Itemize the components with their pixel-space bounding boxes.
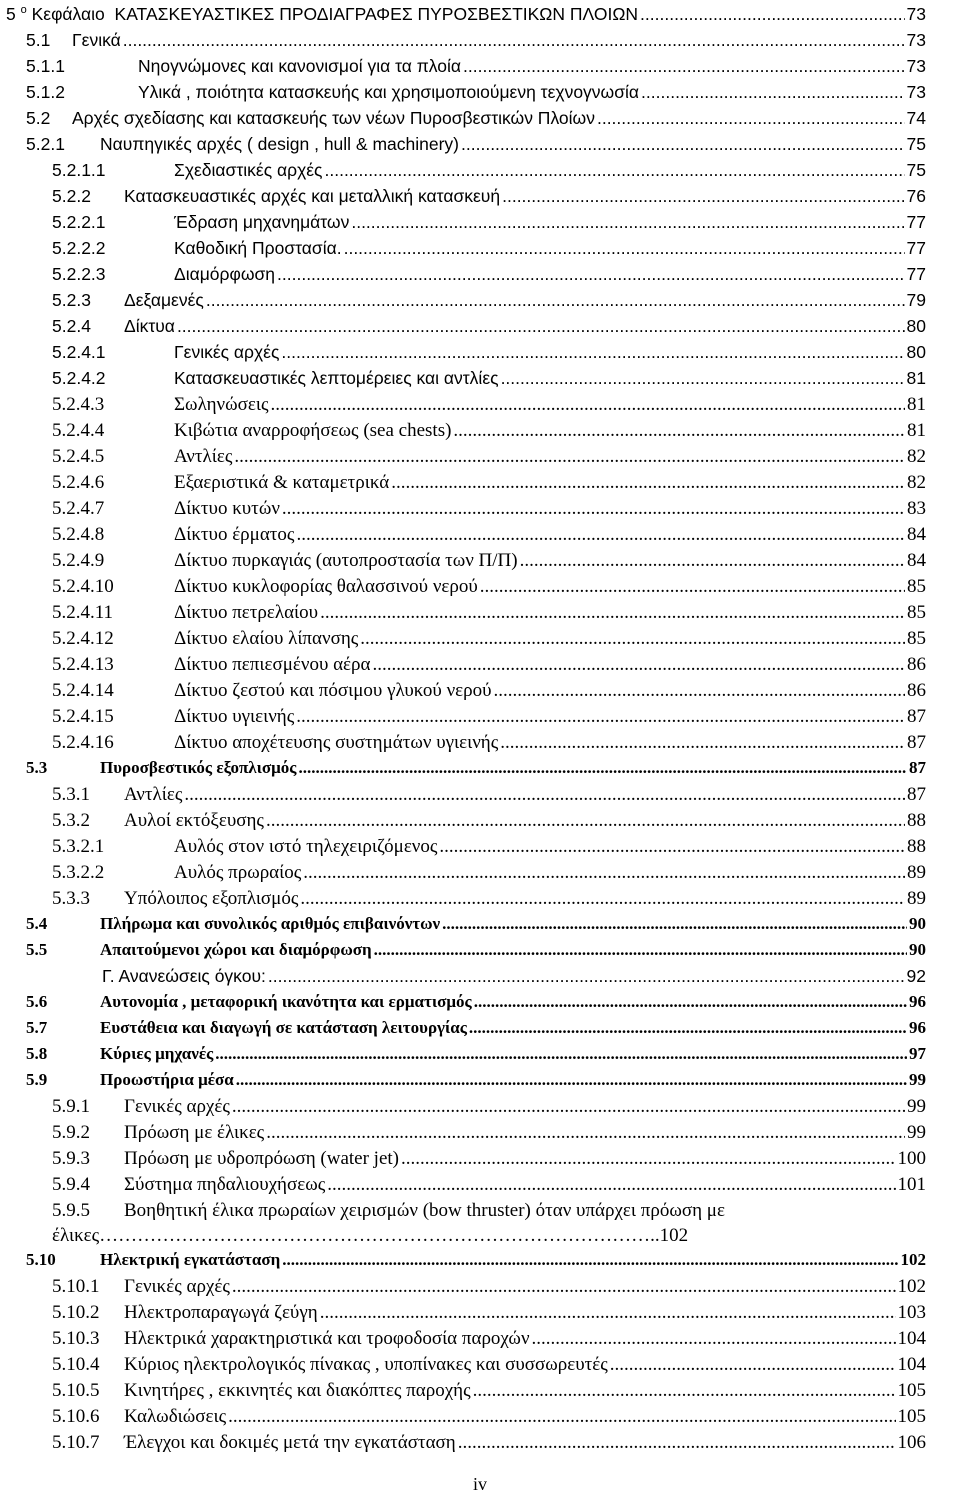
toc-entry-page: 105 [897,1406,926,1427]
toc-entry[interactable] [52,316,926,340]
toc-entry-number: 5.2.1 [26,134,65,154]
toc-entry-page: 73 [906,82,926,102]
toc-entry[interactable] [52,264,926,288]
toc-entry[interactable] [26,1070,926,1094]
toc-entry[interactable] [52,1200,926,1224]
toc-leader [501,368,905,389]
toc-entry-page: 90 [909,940,926,959]
toc-entry-title: Δίκτυο αποχέτευσης συστημάτων υγιεινής [174,732,499,753]
toc-entry[interactable] [52,238,926,262]
toc-entry-number: 5.4 [26,914,48,933]
toc-entry-number: 5.2.4.6 [52,472,105,493]
toc-entry[interactable] [26,82,926,106]
toc-entry[interactable] [26,1250,926,1274]
toc-entry-title: Πλήρωμα και συνολικός αριθμός επιβαινόντων [100,914,441,933]
toc-entry-number: 5.2.2.3 [52,264,106,284]
toc-entry-number: 5.10.2 [52,1302,100,1323]
toc-leader [372,654,905,676]
toc-leader [351,212,904,233]
toc-entry-page: 99 [907,1122,926,1143]
toc-entry[interactable] [26,108,926,132]
toc-leader [610,1354,896,1376]
toc-entry-page: 88 [907,810,926,831]
toc-entry[interactable] [52,862,926,886]
toc-entry-page: 100 [897,1148,926,1169]
toc-entry-number: 5.2.4.3 [52,394,105,415]
toc-leader [325,160,905,181]
toc-entry[interactable] [26,940,926,964]
toc-page: 73 [906,4,926,24]
toc-entry-number: 5.9.5 [52,1200,90,1221]
toc-entry[interactable] [52,342,926,366]
toc-chapter[interactable] [6,4,926,28]
toc-entry-title: Υλικά , ποιότητα κατασκευής και χρησιμοποιούμενη τεχνογνωσία [138,82,640,102]
toc-leader [494,680,905,702]
toc-entry-number: 5.2.4.15 [52,706,114,727]
toc-leader [469,1018,907,1038]
toc-entry-title: Δίκτυο ελαίου λίπανσης [174,628,359,649]
toc-leader [123,30,905,51]
toc-leader [401,1148,896,1170]
toc-entry-title: Απαιτούμενοι χώροι και διαμόρφωση [100,940,372,959]
toc-leader [391,472,905,494]
toc-entry-number: 5.2.4.16 [52,732,114,753]
toc-entry-page: 97 [909,1044,926,1063]
toc-entry[interactable] [52,1354,926,1378]
toc-entry[interactable] [26,1044,926,1068]
toc-entry-page: 85 [907,576,926,597]
toc-entry-page: 75 [906,160,926,180]
toc-entry-title: Ευστάθεια και διαγωγή σε κατάσταση λειτουργίας [100,1018,467,1037]
toc-entry-page: 80 [906,316,926,336]
toc-entry-number: 5.3.2.2 [52,862,105,883]
toc-entry[interactable] [52,1380,926,1404]
toc-entry-title: Ηλεκτροπαραγωγά ζεύγη [124,1302,318,1323]
toc-leader [271,394,906,416]
toc-entry[interactable] [52,680,926,704]
toc-entry-number: 5.2.4.11 [52,602,114,623]
toc-entry[interactable] [52,524,926,548]
toc-entry[interactable] [26,758,926,782]
toc-entry-page: 89 [907,888,926,909]
toc-entry[interactable] [52,706,926,730]
toc-entry-page: 87 [909,758,926,777]
toc-entry-title: Σωληνώσεις [174,394,269,415]
toc-entry-title: Δίκτυο πετρελαίου [174,602,319,623]
toc-entry-page: 81 [907,420,926,441]
toc-entry-number: 5.2.4.4 [52,420,105,441]
toc-entry[interactable] [52,1096,926,1120]
toc-leader [327,1174,895,1196]
toc-entry-title: Δίκτυο κυτών [174,498,280,519]
toc-entry-number: 5.9.3 [52,1148,90,1169]
toc-entry-page: 102 [897,1276,926,1297]
toc-entry-title: Κατασκευαστικές αρχές και μεταλλική κατασκευή [124,186,501,206]
toc-entry-title: Αυλός στον ιστό τηλεχειριζόμενος [174,836,438,857]
toc-entry-title: Δίκτυο ζεστού και πόσιμου γλυκού νερού [174,680,492,701]
toc-entry-title: Ναυπηγικές αρχές ( design , hull & machinery) [100,134,460,154]
toc-leader [215,1044,907,1064]
toc-entry-number: 5.7 [26,1018,48,1037]
toc-entry[interactable] [52,186,926,210]
toc-leader [480,576,905,598]
toc-entry-page: 79 [906,290,926,310]
toc-entry-page: 82 [907,472,926,493]
toc-leader [281,342,904,363]
toc-leader [439,836,905,858]
toc-entry-number: 5.2.4 [52,316,91,336]
toc-entry-number: 5.2.4.12 [52,628,114,649]
toc-entry-title: Έδραση μηχανημάτων [174,212,350,232]
toc-entry-number: 5.2.4.9 [52,550,105,571]
toc-entry[interactable] [52,212,926,236]
toc-entry[interactable] [52,654,926,678]
toc-entry-page: 89 [907,862,926,883]
toc-entry-number: 5.6 [26,992,48,1011]
toc-leader [458,1432,896,1454]
toc-entry-page: 87 [907,732,926,753]
toc-entry-number: 5.1.1 [26,56,65,76]
toc-entry-title-continued: έλικες……………………………………………………………………………..102 [52,1225,689,1246]
toc-leader [296,524,905,546]
toc-entry[interactable] [52,160,926,184]
toc-entry-title: Κατασκευαστικές λεπτομέρειες και αντλίες [174,368,499,388]
toc-entry-title: Κύριος ηλεκτρολογικός πίνακας , υποπίνακες και συσσωρευτές [124,1354,608,1375]
toc-leader [184,784,905,806]
toc-entry-title: Κύριες μηχανές [100,1044,214,1063]
toc-entry[interactable] [52,472,926,496]
toc-entry-page: 80 [906,342,926,362]
toc-entry-page: 102 [900,1250,926,1269]
toc-entry[interactable] [52,1302,926,1326]
toc-entry[interactable] [52,732,926,756]
toc-leader [303,862,905,884]
toc-entry-title: Γενικές αρχές [124,1096,230,1117]
toc-entry[interactable] [26,914,926,938]
toc-entry-page: 84 [907,550,926,571]
toc-entry[interactable] [52,836,926,860]
toc-entry-page: 101 [897,1174,926,1195]
toc-entry-number: 5.2 [26,108,51,128]
toc-entry-title: Προωστήρια μέσα [100,1070,234,1089]
toc-entry-page: 87 [907,706,926,727]
toc-chapter-title: Κεφάλαιο ΚΑΤΑΣΚΕΥΑΣΤΙΚΕΣ ΠΡΟΔΙΑΓΡΑΦΕΣ ΠΥΡΟΣΒΕΣΤΙΚΩΝ ΠΛΟΙΩΝ [31,4,639,24]
toc-entry-page: 103 [897,1302,926,1323]
toc-chapter-number: 5 $^o$ [6,4,27,24]
toc-entry-number: 5.10.4 [52,1354,100,1375]
toc-entry-title: Γ. Ανανεώσεις όγκου: [102,966,266,986]
toc-entry-page: 90 [909,914,926,933]
toc-entry-page: 87 [907,784,926,805]
toc-entry-title: Σχεδιαστικές αρχές [174,160,323,180]
toc-entry-number: 5.2.1.1 [52,160,106,180]
toc-entry[interactable] [52,1174,926,1198]
toc-entry-page: 99 [909,1070,926,1089]
toc-entry-number: 5.2.2 [52,186,91,206]
toc-entry-title: Νηογνώμονες και κανονισμοί για τα πλοία [138,56,462,76]
toc-entry-number: 5.2.2.2 [52,238,106,258]
toc-entry-title: Γενικές αρχές [124,1276,230,1297]
toc-entry-title: Κινητήρες , εκκινητές και διακόπτες παροχής [124,1380,471,1401]
toc-leader [442,914,907,934]
toc-leader [320,1302,896,1324]
toc-entry[interactable] [52,1406,926,1430]
toc-entry[interactable] [52,602,926,626]
toc-entry-title: Αυλοί εκτόξευσης [124,810,264,831]
toc-entry-page: 77 [906,264,926,284]
toc-leader [282,1250,898,1270]
toc-entry-title: Σύστημα πηδαλιουχήσεως [124,1174,326,1195]
toc-entry-number: 5.2.3 [52,290,91,310]
toc-entry-page: 77 [906,238,926,258]
toc-entry-page: 84 [907,524,926,545]
toc-entry-number: 5.9.4 [52,1174,90,1195]
toc-entry-title: Αρχές σχεδίασης και κατασκευής των νέων Πυροσβεστικών Πλοίων [72,108,595,128]
toc-entry[interactable] [26,1018,926,1042]
toc-entry-page: 75 [906,134,926,154]
toc-leader [236,1070,907,1090]
toc-entry-number: 5.2.4.2 [52,368,106,388]
toc-entry-page: 74 [906,108,926,128]
toc-entry-number: 5.2.4.13 [52,654,114,675]
toc-leader [296,706,905,728]
toc-entry-number: 5.3.3 [52,888,90,909]
toc-entry-page: 86 [907,680,926,701]
toc-leader [300,888,905,910]
toc-entry-number: 5.1 [26,30,51,50]
page-number: iv [472,1474,487,1494]
toc-entry[interactable] [52,1432,926,1456]
toc-leader [500,732,905,754]
toc-entry-title: Έλεγχοι και δοκιμές μετά την εγκατάσταση [124,1432,456,1453]
toc-entry-title: Δίκτυο πυρκαγιάς (αυτοπροστασία των Π/Π) [174,550,518,571]
toc-leader [532,1328,896,1350]
toc-entry-title: Αντλίες [174,446,233,467]
toc-entry-title: Δίκτυο κυκλοφορίας θαλασσινού νερού [174,576,478,597]
toc-entry-title: Αντλίες [124,784,183,805]
toc-entry[interactable] [52,576,926,600]
toc-leader [232,1276,896,1298]
toc-leader [360,628,905,650]
toc-entry-number: 5.2.2.1 [52,212,106,232]
toc-entry-page: 86 [907,654,926,675]
toc-entry-number: 5.10.6 [52,1406,100,1427]
toc-entry-number: 5.9.1 [52,1096,90,1117]
toc-entry[interactable] [52,1276,926,1300]
toc-entry[interactable] [52,810,926,834]
toc-leader [474,992,907,1012]
toc-entry-number: 5.2.4.7 [52,498,105,519]
toc-entry-title: Δίκτυο πεπιεσμένου αέρα [174,654,371,675]
toc-entry-title: Δεξαμενές [124,290,204,310]
toc-entry-page: 85 [907,602,926,623]
toc-leader [597,108,905,129]
toc-leader [277,264,905,285]
toc-entry-page: 104 [897,1328,926,1349]
toc-entry[interactable] [52,420,926,444]
toc-entry-page: 83 [907,498,926,519]
toc-entry-title: Κιβώτια αναρροφήσεως (sea chests) [174,420,452,441]
toc-entry-title: Δίκτυο έρματος [174,524,295,545]
toc-entry-title: Βοηθητική έλικα πρωραίων χειρισμών (bow thruster) όταν υπάρχει πρόωση με [124,1200,725,1221]
toc-entry-number: 5.5 [26,940,48,959]
toc-entry[interactable] [52,1328,926,1352]
toc-entry[interactable] [52,628,926,652]
toc-leader [344,238,905,259]
toc-entry-number: 5.9 [26,1070,48,1089]
toc-entry-title: Γενικά [72,30,121,50]
toc-entry-page: 96 [909,1018,926,1037]
toc-entry-title: Πυροσβεστικός εξοπλισμός [100,758,297,777]
toc-entry-title: Υπόλοιπος εξοπλισμός [124,888,299,909]
toc-entry-number: 5.2.4.10 [52,576,114,597]
toc-entry-page: 96 [909,992,926,1011]
toc-entry-page: 99 [907,1096,926,1117]
toc-entry-number: 5.9.2 [52,1122,90,1143]
toc-entry-number: 5.2.4.5 [52,446,105,467]
toc-entry-title: Γενικές αρχές [174,342,280,362]
toc-entry-title: Δίκτυα [124,316,175,336]
toc-leader [268,966,905,987]
toc-entry[interactable] [52,888,926,912]
toc-entry[interactable] [26,30,926,54]
toc-entry-title: Ηλεκτρικά χαρακτηριστικά και τροφοδοσία παροχών [124,1328,530,1349]
toc-entry-title: Διαμόρφωση [174,264,276,284]
toc-leader [234,446,905,468]
toc-entry-title: Καθοδική Προστασία. [174,238,342,258]
toc-entry-number: 5.3.2 [52,810,90,831]
toc-entry-page: 88 [907,836,926,857]
toc-entry-page: 85 [907,628,926,649]
toc-leader [453,420,905,442]
toc-entry-number: 5.2.4.1 [52,342,106,362]
toc-entry-title: Εξαεριστικά & καταμετρικά [174,472,390,493]
toc-leader [641,82,905,103]
toc-entry[interactable] [52,550,926,574]
toc-leader [177,316,905,337]
toc-entry-number: 5.2.4.8 [52,524,105,545]
toc-entry[interactable] [52,368,926,392]
toc-entry-number: 5.10.5 [52,1380,100,1401]
toc-entry-number: 5.10 [26,1250,56,1269]
toc-entry-number: 5.10.1 [52,1276,100,1297]
toc-entry[interactable] [52,966,926,990]
toc-leader [228,1406,895,1428]
toc-entry[interactable] [52,1122,926,1146]
toc-leader [463,56,904,77]
toc-entry[interactable] [52,784,926,808]
toc-entry-page: 81 [906,368,926,388]
toc-entry-page: 82 [907,446,926,467]
toc-entry-number: 5.3.2.1 [52,836,105,857]
toc-entry[interactable] [52,498,926,522]
toc-entry-page: 73 [906,30,926,50]
toc-entry-title: Αυλός πρωραίος [174,862,302,883]
toc-entry-number: 5.10.3 [52,1328,100,1349]
toc-leader [640,4,904,25]
toc-entry-page: 81 [907,394,926,415]
toc-leader [473,1380,896,1402]
toc-leader [320,602,905,624]
toc-entry-number: 5.2.4.14 [52,680,114,701]
toc-entry-page: 92 [906,966,926,986]
toc-entry-number: 5.8 [26,1044,48,1063]
toc-entry-page: 104 [897,1354,926,1375]
toc-entry-page: 106 [897,1432,926,1453]
toc-entry[interactable] [52,1148,926,1172]
toc-entry-title: Πρόωση με έλικες [124,1122,265,1143]
toc-entry-title: Αυτονομία , μεταφορική ικανότητα και ερματισμός [100,992,472,1011]
toc-entry-number: 5.1.2 [26,82,65,102]
toc-leader [461,134,905,155]
toc-entry-page: 105 [897,1380,926,1401]
toc-leader [520,550,905,572]
toc-leader [282,498,905,520]
toc-entry[interactable] [26,992,926,1016]
toc-entry-number: 5.10.7 [52,1432,100,1453]
toc-entry-title: Πρόωση με υδροπρόωση (water jet) [124,1148,399,1169]
toc-entry-page: 77 [906,212,926,232]
toc-entry-title: Ηλεκτρική εγκατάσταση [100,1250,281,1269]
toc-leader [298,758,907,778]
toc-entry[interactable] [52,446,926,470]
toc-leader [266,810,905,832]
toc-entry[interactable] [26,56,926,80]
toc-entry[interactable] [26,134,926,158]
toc-entry-title: Καλωδιώσεις [124,1406,227,1427]
toc-entry[interactable] [52,394,926,418]
toc-entry-number: 5.3.1 [52,784,90,805]
toc-entry-title: Δίκτυο υγιεινής [174,706,295,727]
toc-leader [374,940,907,960]
toc-entry-page: 76 [906,186,926,206]
toc-entry-number: 5.3 [26,758,48,777]
toc-leader [232,1096,905,1118]
toc-leader [206,290,905,311]
toc-entry-page: 73 [906,56,926,76]
toc-leader [502,186,904,207]
toc-entry[interactable] [52,290,926,314]
toc-leader [266,1122,905,1144]
